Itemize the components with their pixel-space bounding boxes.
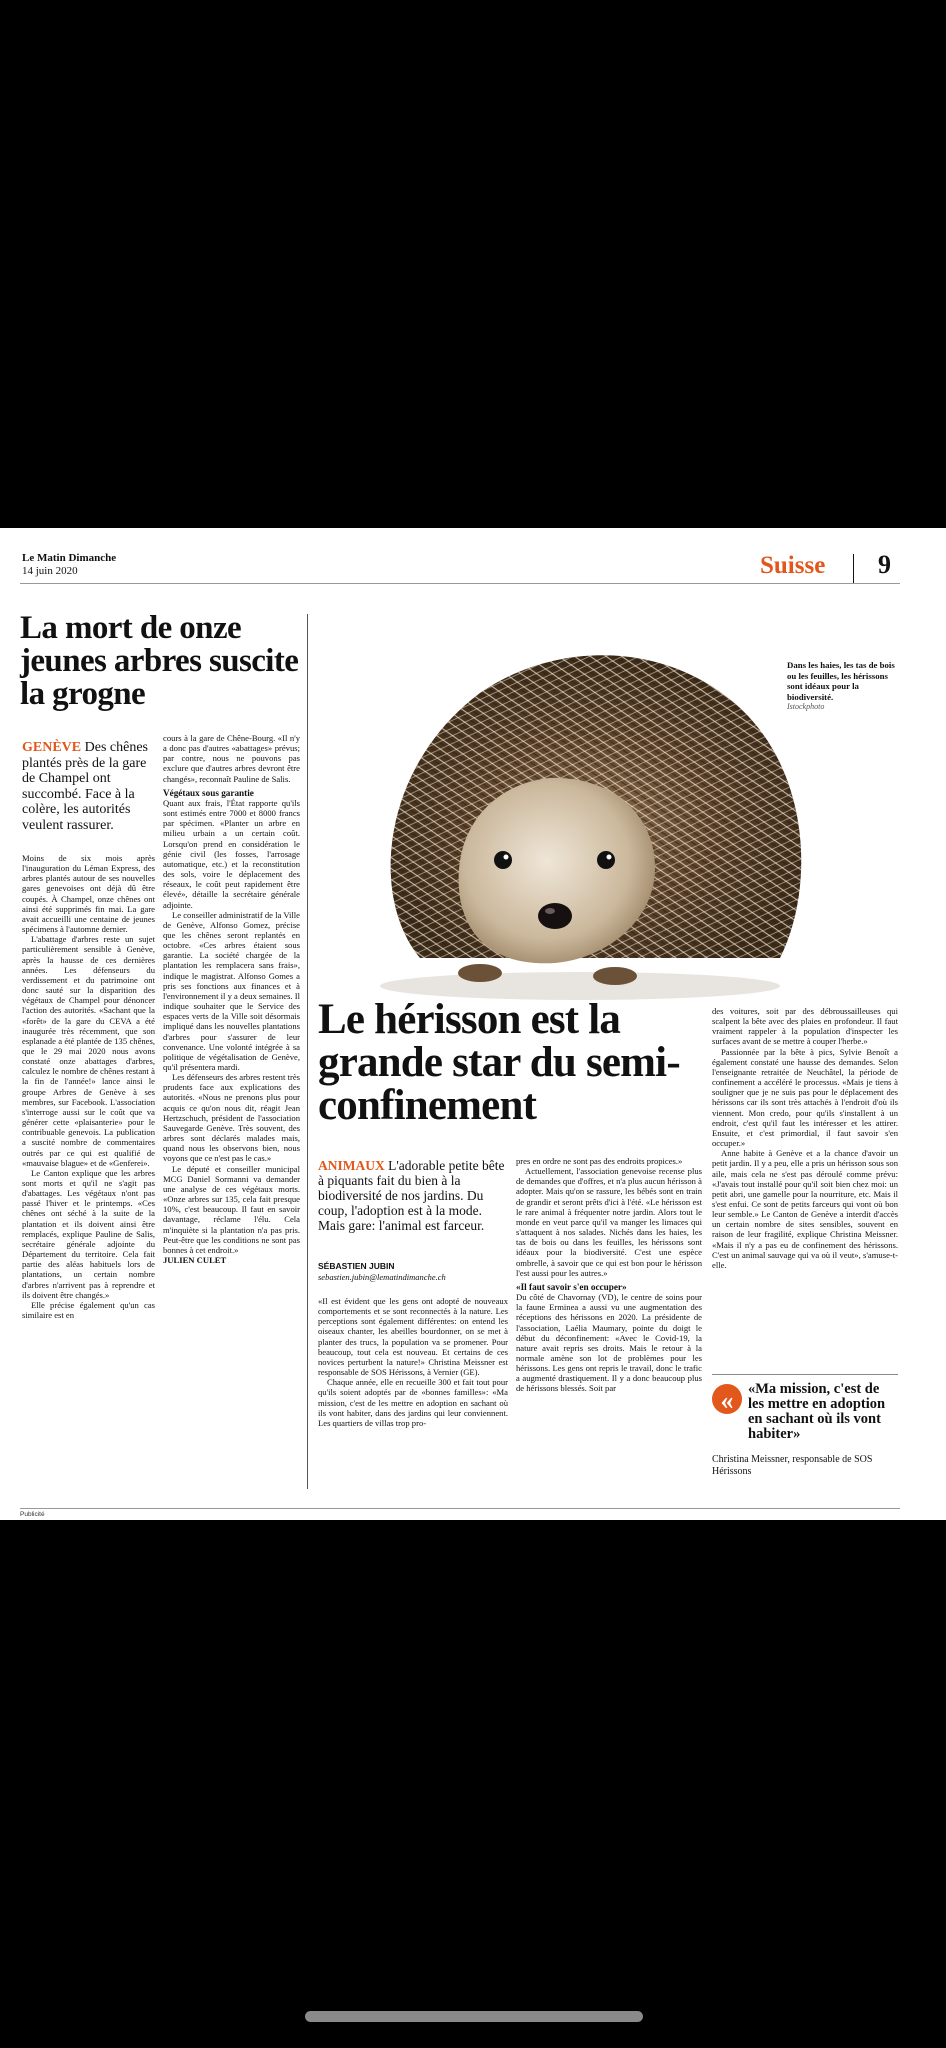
- article1-paragraph: Elle précise également qu'un cas similaire est en: [22, 1299, 155, 1321]
- hedgehog-nose: [538, 903, 572, 929]
- article2-paragraph: des voitures, soit par des débroussailleuses qui scalpent la bête avec des plaies en profondeur. Il faut vraiment rappeler à la population d'inspecter les surfaces avant de se mettre à couper l'herbe.»: [712, 1006, 898, 1047]
- author-name: SÉBASTIEN JUBIN: [318, 1261, 395, 1271]
- article1-paragraph: Quant aux frais, l'État rapporte qu'ils sont estimés entre 7000 et 8000 francs par spécimen. «Planter un arbre en milieu urbain a un certain coût. Lorsqu'on prend en considération le génie civil (les fosses, l'arrosage automatique, etc.) et la reconstitution des sols, voire le déplacement des réseaux, le coût peut rapidement être élevé», détaille la secrétaire générale adjointe.: [163, 797, 300, 910]
- article1-column-1: [22, 853, 155, 1503]
- article1-paragraph: cours à la gare de Chêne-Bourg. «Il n'y a donc pas d'autres «abattages» prévus; par contre, nous ne pouvons pas exclure que d'autres arbres devront être changés», reconnaît Pauline de Salis.: [163, 733, 300, 784]
- paper-masthead: [22, 552, 116, 578]
- article2-column-1: [318, 1296, 508, 1501]
- footer-rule: [20, 1508, 900, 1509]
- article2-lead: [318, 1158, 508, 1233]
- article2-column-3: [712, 1006, 898, 1368]
- author-email: sebastien.jubin@lematindimanche.ch: [318, 1272, 446, 1282]
- article2-paragraph: Anne habite à Genève et a la chance d'avoir un petit jardin. Il y a peu, elle a pris un hérisson sous son aile, mais cela ne s'est pas déroulé comme prévu: «J'avais tout installé pour qu'il soit bien chez moi: un petit abri, une gamelle pour la nourriture, etc. Mais il s'est enfui. Ce sont de petits farceurs qui vont où bon leur semble.» Le Canton de Genève a interdit d'accès un certain nombre de sites sensibles, souvent en raison de leur fragilité, explique Christina Meissner. «Mais il n'y a pas eu de confinement des hérissons. C'est un animal sauvage qui va où il veut», s'amuse-t-elle.: [712, 1148, 898, 1270]
- article2-kicker: ANIMAUX: [318, 1158, 385, 1173]
- article2-paragraph: «Il est évident que les gens ont adopté de nouveaux comportements et se sont reconnectés à la nature. Les perceptions sont également différentes: on entend les oiseaux chanter, les abeilles bourdonner, on se met à planter des trucs, la population va se promener. Pour beaucoup, tout cela est nouveau. Et certains de ces novices perturbent la nature!» Christina Meissner est responsable de SOS Hérissons, à Vernier (GE).: [318, 1296, 508, 1378]
- pull-quote-text: «Ma mission, c'est de les mettre en adoption en sachant où ils vont habiter»: [748, 1381, 886, 1442]
- article2-column-2: [516, 1156, 702, 1501]
- article1-title: La mort de onze jeunes arbres suscite la grogne: [20, 610, 299, 712]
- article2-paragraph: Chaque année, elle en recueille 300 et fait tout pour qu'ils soient adoptés par de «bonnes familles»: «Ma mission, c'est de les mettre en adoption en sachant où ils vont habiter, dans des jardins qui leur conviennent. Les quartiers de villas trop pro-: [318, 1377, 508, 1428]
- photo-caption: [787, 660, 897, 713]
- quote-mark-icon: «: [712, 1384, 742, 1414]
- article1-paragraph: Le Canton explique que les arbres sont morts et qu'il ne s'agit pas d'abattages. Les végétaux n'ont pas passé l'hiver et le printemps. «Ces chênes ont séché à la suite de la plantation et ils doivent ainsi être remplacés, explique Pauline de Salis, secrétaire générale adjointe du Département du territoire. Cela fait partie des aléas habituels lors de plantations, un certain nombre d'arbres n'arrivent pas à reprendre et ils doivent être changés.»: [22, 1167, 155, 1300]
- column-divider: [307, 614, 308, 1489]
- paper-name: Le Matin Dimanche: [22, 552, 117, 564]
- photo-credit: Istockphoto: [787, 702, 825, 711]
- header-rule: [20, 583, 900, 584]
- article1-column-2: [163, 733, 300, 1498]
- article2-paragraph: Du côté de Chavornay (VD), le centre de soins pour la faune Erminea a aussi vu une augmentation des réceptions des hérissons en 2020. La présidente de l'association, Laélia Maumary, pointe du doigt le début du déconfinement: «Avec le Covid-19, la nature avait repris ses droits. Mais le retour à la normale amène son lot de problèmes pour les hérissons. Les gens ont repris le travail, donc le trafic a augmenté drastiquement. Il y a donc beaucoup plus de hérissons blessés. Soit par: [516, 1292, 702, 1394]
- article1-paragraph: Le député et conseiller municipal MCG Daniel Sormanni va demander une analyse de ces végétaux morts. «Onze arbres sur 135, cela fait presque 10%, c'est beaucoup. Il faut en savoir davantage, réclame l'élu. Cela m'inquiète si la plantation n'a pas pris. Peut-être que les conditions ne sont pas bonnes à cet endroit.»: [163, 1163, 300, 1255]
- home-indicator[interactable]: [305, 2011, 643, 2022]
- article2-byline: [318, 1261, 508, 1283]
- article2-paragraph: Actuellement, l'association genevoise recense plus de demandes que d'offres, et n'a plus aucun hérisson à adopter. Mais qu'on se rassure, les bébés sont en train de grandir et seront prêts d'ici à l'été. «Le hérisson est le rare animal à fréquenter notre jardin. Alors tout le monde en veut parce qu'il va manger les limaces qui s'attaquent à nos salades. Nichés dans les haies, les tas de bois ou dans les feuilles, les hérissons sont idéaux pour la biodiversité. C'est une espèce ombrelle, à savoir que ce qui est bon pour le hérisson l'est aussi pour les autres.»: [516, 1166, 702, 1278]
- page-number: 9: [878, 550, 891, 579]
- article2-lead-text: L'adorable petite bête à piquants fait du bien à la biodiversité de nos jardins. Du coup, l'adoption est à la mode. Mais gare: l'animal est farceur.: [318, 1158, 505, 1233]
- hedgehog-paw-left: [458, 964, 502, 982]
- newspaper-page: [0, 528, 946, 1520]
- section-title: Suisse: [760, 552, 826, 579]
- article1-paragraph: Moins de six mois après l'inauguration du Léman Express, des arbres plantés autour de ses nouvelles gares genevoises ont déjà dû être coupés. À Champel, onze chênes ont ainsi été supprimés fin mai. La gare avait accueilli une centaine de jeunes spécimens à l'automne dernier.: [22, 853, 155, 935]
- header-separator: [853, 554, 854, 584]
- hedgehog-photo: [310, 598, 850, 1008]
- hedgehog-paw-right: [593, 967, 637, 985]
- article1-kicker: GENÈVE: [22, 740, 82, 755]
- article2-paragraph: Passionnée par la bête à pics, Sylvie Benoît a également constaté une hausse des demandes. Selon l'enseignante retraitée de Neuchâtel, la période de confinement a accéléré le processus. «Mais je tiens à souligner que je ne suis pas pour le déplacement des hérissons car ils sont très attachés à l'endroit d'où ils viennent. Mon credo, pour qu'ils s'installent à un endroit, c'est qu'il faut les intéresser et les attirer. Ensuite, et c'est primordial, il faut savoir s'en occuper.»: [712, 1046, 898, 1149]
- article2-title: Le hérisson est la grande star du semi-confinement: [318, 996, 680, 1129]
- hedgehog-eye-right: [597, 851, 615, 869]
- article1-subhead: Végétaux sous garantie: [163, 787, 254, 798]
- article1-paragraph: L'abattage d'arbres reste un sujet particulièrement sensible à Genève, après la hausse de ces dernières années. Les défenseurs du verdissement et du patrimoine ont donc sauté sur la disparition des végétaux de Champel pour dénoncer l'action des autorités. «Sachant que la «forêt» de la gare du CEVA a été inaugurée très récemment, que son esplanade a été plantée de 135 chênes, que le 29 mai 2020 nous avons constaté onze abattages d'arbres, calculez le nombre de chênes restant à la fin de l'année!» lance ainsi le groupe Arbres de Genève à ses membres, sur Facebook. L'association s'interroge aussi sur le coût que va générer cette «plaisanterie» pour le contribuable genevois. La publication a suscité nombre de commentaires outrés par ce qui est qualifié de «mauvaise blague» et de «Genferei».: [22, 934, 155, 1168]
- advertisement-label: Publicité: [20, 1511, 45, 1518]
- article1-signature: JULIEN CULET: [163, 1254, 227, 1265]
- article1-lead-text: Des chênes plantés près de la gare de Champel ont succombé. Face à la colère, les autorités veulent rassurer.: [22, 740, 148, 833]
- hedgehog-eye-left: [494, 851, 512, 869]
- article2-subhead: «Il faut savoir s'en occuper»: [516, 1281, 627, 1292]
- article2-paragraph: pres en ordre ne sont pas des endroits propices.»: [516, 1156, 683, 1166]
- paper-date: 14 juin 2020: [22, 565, 78, 577]
- article1-lead: [22, 740, 162, 833]
- photo-caption-text: Dans les haies, les tas de bois ou les feuilles, les hérissons sont idéaux pour la biodiversité.: [787, 660, 895, 702]
- pull-quote-attribution: Christina Meissner, responsable de SOS Hérissons: [712, 1454, 873, 1477]
- article1-paragraph: Les défenseurs des arbres restent très prudents face aux explications des autorités. «Nous ne prenons plus pour acquis ce qu'on nous dit, réagit Jean Hertzschuch, président de l'association Sauvegarde Genève. Très souvent, des arbres sont déclarés malades mais, quand nous les observons bien, nous voyons que ce n'est pas le cas.»: [163, 1072, 300, 1164]
- quote-rule: [712, 1374, 898, 1375]
- article1-paragraph: Le conseiller administratif de la Ville de Genève, Alfonso Gomez, précise que les chênes seront replantés en octobre. «Ces arbres étaient sous garantie. La société chargée de la plantation les remplacera sans frais», indique le magistrat. Alfonso Gomes a pris ses fonctions aux finances et à l'environnement il y a deux semaines. Il indique souhaiter que le Service des espaces verts de la Ville soit désormais impliqué dans les nouvelles plantations d'arbres pour s'assurer de leur convenance. Une volonté intégrée à sa politique de végétalisation de Genève, qu'il présentera mardi.: [163, 909, 300, 1072]
